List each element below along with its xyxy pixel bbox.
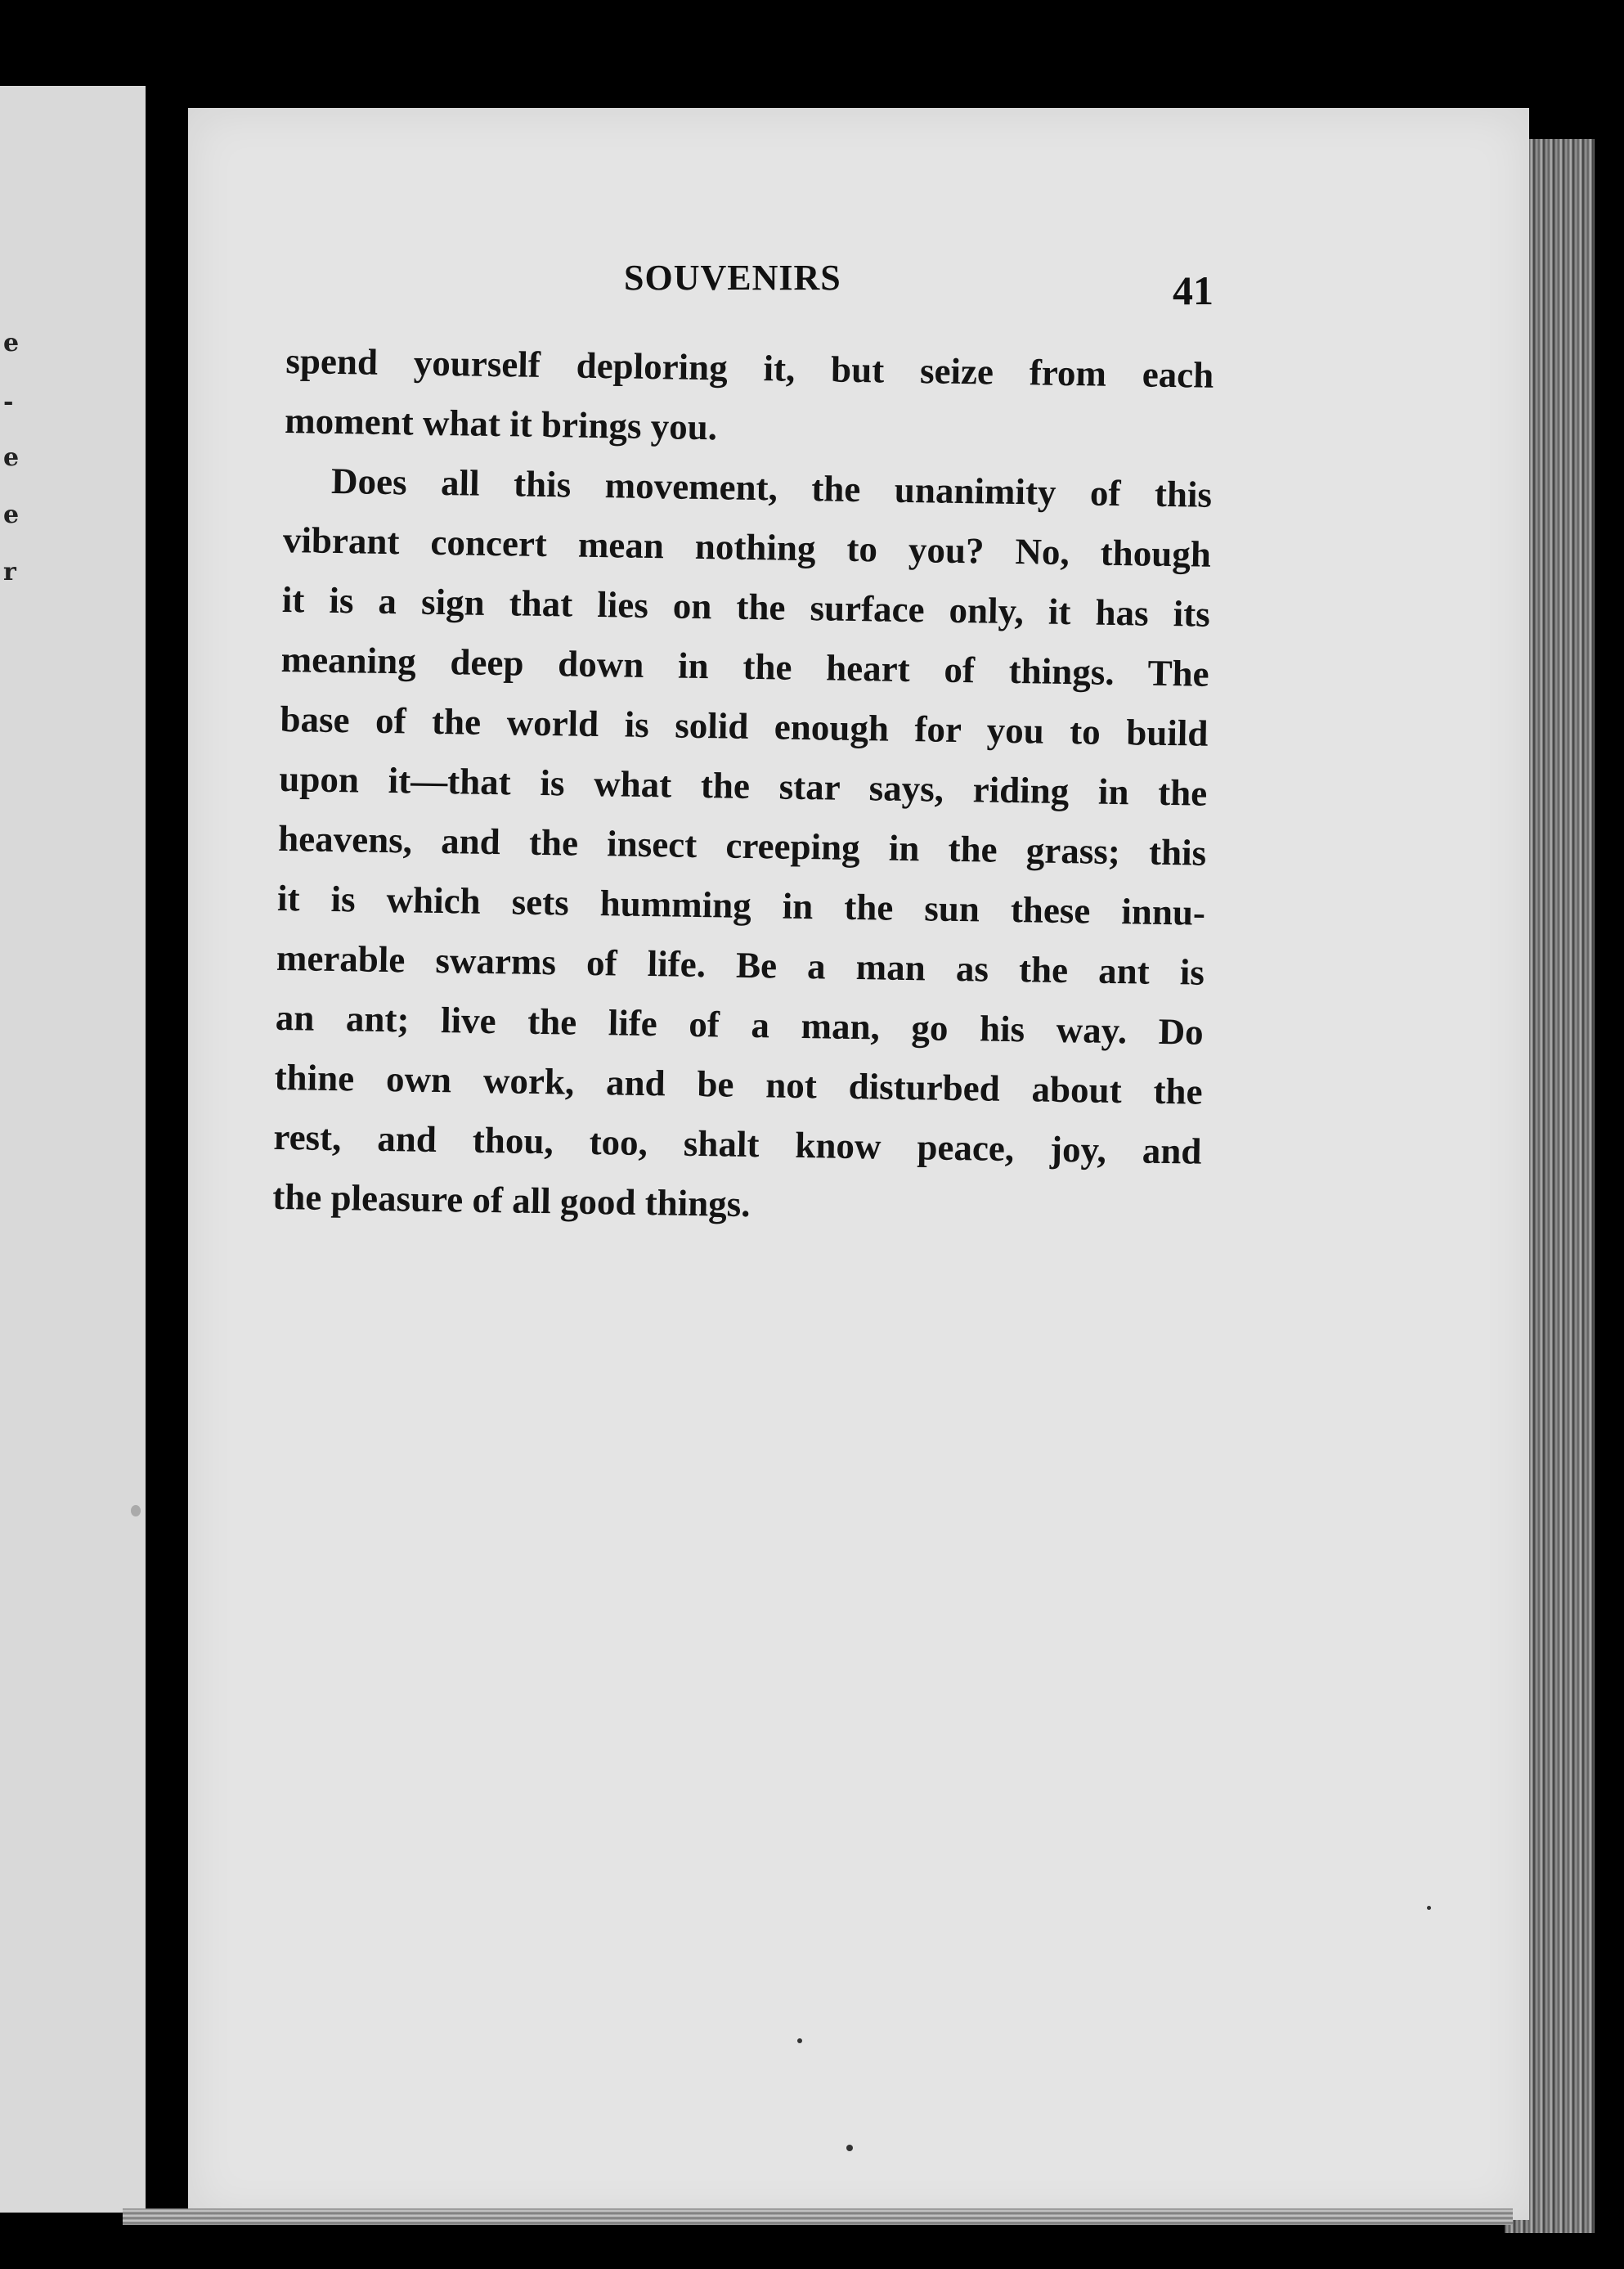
text-line: the pleasure of all good things. — [271, 1175, 751, 1225]
page-edges-shadow — [1595, 123, 1624, 2249]
dust-speck — [846, 2145, 853, 2151]
text-line: meaning deep down in the heart of things. The — [280, 638, 1209, 694]
text-line: Does all this movement, the unanimity of this — [330, 460, 1213, 515]
text-line: rest, and thou, too, shalt know peace, joy, and — [273, 1116, 1202, 1172]
text-line: merable swarms of life. Be a man as the ant is — [276, 937, 1205, 993]
text-line: spend yourself deploring it, but seize from each — [285, 339, 1214, 396]
text-line: thine own work, and be not disturbed about the — [274, 1056, 1203, 1112]
running-head: SOUVENIRS — [624, 258, 841, 298]
text-line: it is a sign that lies on the surface only, it has its — [281, 578, 1211, 635]
facing-page-fragment: e — [3, 329, 20, 357]
page-number: 41 — [1173, 267, 1214, 313]
book-gutter — [146, 86, 188, 2213]
facing-page-edge — [0, 86, 146, 2213]
text-line: upon it—that is what the star says, riding in the — [279, 757, 1208, 814]
text-line: moment what it brings you. — [284, 399, 718, 448]
text-line: vibrant concert mean nothing to you? No, though — [282, 519, 1212, 575]
facing-page-fragment: - — [3, 388, 14, 416]
facing-page-fragment: r — [3, 558, 16, 586]
text-line: an ant; live the life of a man, go his way. Do — [275, 996, 1205, 1053]
body-text — [272, 331, 1214, 1242]
page-bottom-edge — [123, 2208, 1513, 2225]
facing-page-fragment: e — [3, 443, 20, 472]
text-line: heavens, and the insect creeping in the grass; this — [277, 817, 1207, 874]
dust-speck — [131, 1505, 141, 1516]
dust-speck — [797, 2038, 802, 2043]
dust-speck — [1427, 1906, 1431, 1910]
text-line: base of the world is solid enough for you to build — [280, 698, 1209, 754]
text-line: it is which sets humming in the sun these innu- — [276, 877, 1206, 933]
facing-page-fragment: e — [3, 501, 20, 529]
